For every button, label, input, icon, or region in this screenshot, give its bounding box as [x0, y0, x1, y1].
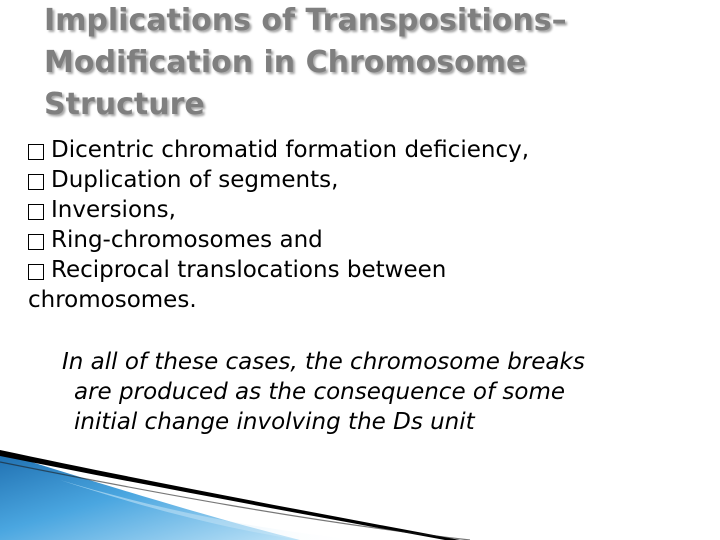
bullet-text: Duplication of segments,: [51, 167, 339, 193]
slide-title: [44, 0, 684, 126]
decorative-swoosh: [0, 440, 720, 540]
bullet-item: [28, 225, 708, 255]
bullet-text: Inversions,: [51, 197, 176, 223]
italic-note: [62, 347, 682, 437]
checkbox-bullet-icon: [28, 174, 44, 190]
bullet-item: [28, 195, 708, 225]
checkbox-bullet-icon: [28, 144, 44, 160]
checkbox-bullet-icon: [28, 264, 44, 280]
bullet-text: Reciprocal translocations between: [51, 257, 447, 283]
title-line-2: Modification in Chromosome: [44, 45, 527, 80]
note-line-3: initial change involving the Ds unit: [74, 409, 475, 435]
note-line-1: In all of these cases, the chromosome breaks: [62, 349, 585, 375]
bullet-item: [28, 255, 708, 285]
bullet-continuation-text: chromosomes.: [28, 287, 197, 313]
title-line-3: Structure: [44, 87, 205, 122]
bullet-list: [28, 135, 708, 315]
checkbox-bullet-icon: [28, 234, 44, 250]
bullet-item: [28, 165, 708, 195]
checkbox-bullet-icon: [28, 204, 44, 220]
bullet-text: Ring-chromosomes and: [51, 227, 323, 253]
title-line-1: Implications of Transpositions–: [44, 3, 567, 38]
bullet-item: [28, 135, 708, 165]
bullet-continuation: [28, 285, 708, 315]
bullet-text: Dicentric chromatid formation deficiency,: [51, 137, 530, 163]
note-line-2: are produced as the consequence of some: [74, 379, 565, 405]
